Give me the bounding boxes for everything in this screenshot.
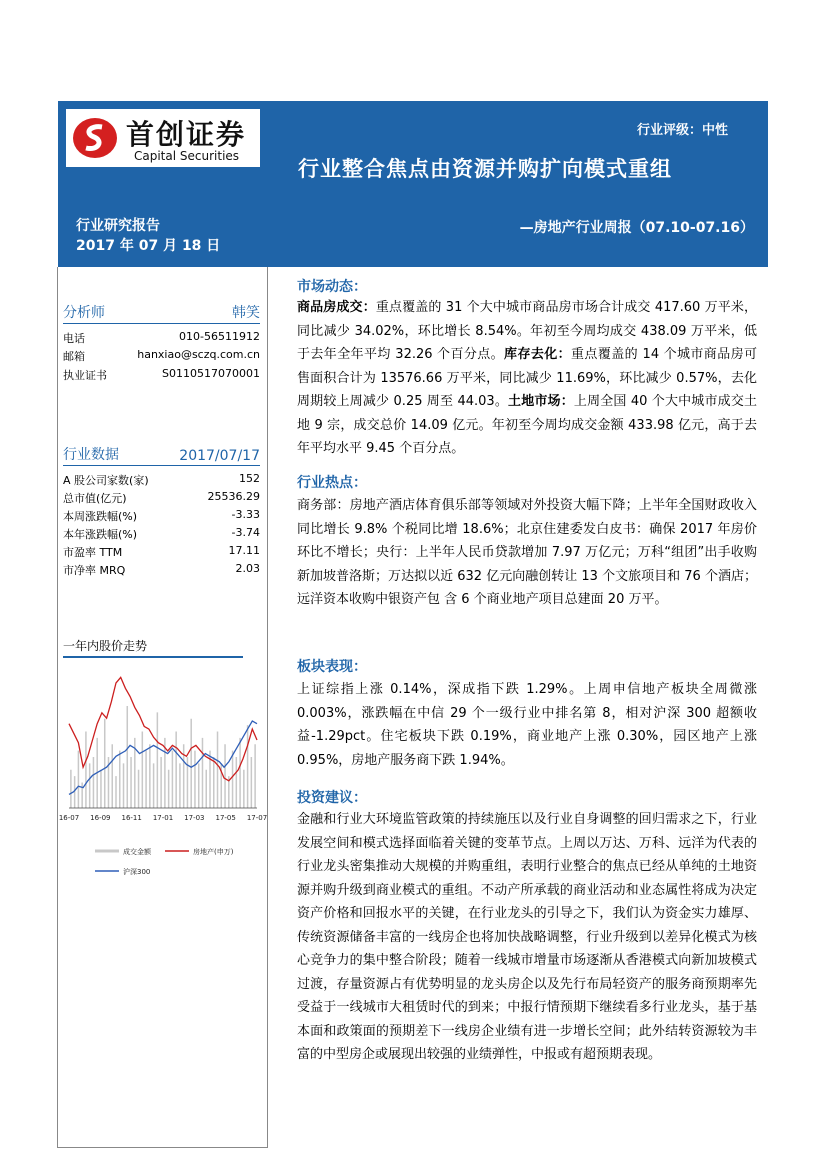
capital-securities-logo-icon xyxy=(72,115,118,161)
x-tick-label: 16-07 xyxy=(58,814,80,822)
row-label: 邮箱 xyxy=(63,350,85,363)
volume-bar xyxy=(89,763,91,808)
volume-bar xyxy=(93,757,95,808)
hot-heading: 行业热点： xyxy=(297,475,367,491)
volume-bar xyxy=(157,712,159,808)
row-label: A 股公司家数(家) xyxy=(63,474,149,487)
volume-bar xyxy=(160,757,162,808)
volume-bar xyxy=(81,783,83,809)
x-tick-label: 17-05 xyxy=(215,814,236,822)
volume-bar xyxy=(100,770,102,808)
legend-label: 房地产(申万) xyxy=(193,848,234,856)
row-value: 152 xyxy=(239,472,260,485)
lead-housing-sales: 商品房成交： xyxy=(297,300,376,315)
volume-bar xyxy=(213,757,215,808)
row-value: -3.74 xyxy=(231,526,260,539)
text-housing-sales: 重点覆盖的 31 个大中城市商品房市场合计成交 417.60 万平米，同比减少 34.02%，环比增长 8.54%。年初至今周均成交 438.09 万平米，低于去年全年平均 32.26 个百分点。 xyxy=(297,300,757,362)
volume-bar xyxy=(243,770,245,808)
volume-bar xyxy=(138,770,140,808)
analyst-name: 韩笑 xyxy=(232,305,260,321)
advice-heading: 投资建议： xyxy=(297,790,367,806)
industry-data-header xyxy=(63,445,260,466)
market-paragraph xyxy=(297,296,757,461)
row-label: 市盈率 TTM xyxy=(63,546,123,559)
data-row xyxy=(63,562,260,578)
market-heading: 市场动态： xyxy=(297,279,367,295)
volume-bar xyxy=(145,751,147,808)
volume-bar xyxy=(217,732,219,809)
lead-inventory: 库存去化： xyxy=(504,347,572,362)
row-label: 市净率 MRQ xyxy=(63,564,126,577)
legend-label: 成交金额 xyxy=(123,848,151,856)
hot-paragraph: 商务部：房地产酒店体育俱乐部等领域对外投资大幅下降；上半年全国财政收入同比增长 9.8% 个税同比增 18.6%；北京住建委发白皮书：确保 2017 年房价环比不增长；央行：上半年人民币贷款增加 7.97 万亿元；万科“组团”出手收购新加坡普洛斯；万达拟以近 632 亿元向融创转让 13 个文旅项目和 76 个酒店；远洋资本收购中银资产包 含 6 个商业地产项目总建面 20 万平。 xyxy=(297,498,757,607)
data-row xyxy=(63,526,260,542)
volume-bar xyxy=(127,706,129,808)
row-label: 执业证书 xyxy=(63,369,107,382)
stock-chart xyxy=(58,652,268,942)
volume-bar xyxy=(85,732,87,809)
volume-bar xyxy=(168,770,170,808)
advice-paragraph: 金融和行业大环境监管政策的持续施压以及行业自身调整的回归需求之下，行业发展空间和模式选择面临着关键的变革节点。上周以万达、万科、远洋为代表的行业龙头密集推动大规模的并购重组，表明行业整合的焦点已经从单纯的土地资源并购升级到商业模式的重组。不动产所承载的商业活动和业态属性将成为决定资产价格和回报水平的关键，在行业龙头的引导之下，我们认为资金实力雄厚、传统资源储备丰富的一线房企也将加快战略调整，行业升级到以差异化模式为核心竞争力的集中整合阶段；随着一线城市增量市场逐渐从香港模式向新加坡模式过渡，存量资源占有优势明显的龙头房企以及先行布局轻资产的服务商预期率先受益于一线城市大租赁时代的到来；中报行情预期下继续看多行业龙头，基于基本面和政策面的预期差下一线房企业绩有进一步增长空间；此外结转资源较为丰富的中型房企或展现出较强的业绩弹性，中报或有超预期表现。 xyxy=(297,812,757,1062)
volume-bar xyxy=(247,725,249,808)
logo-chinese-name: 首创证券 xyxy=(126,118,247,151)
row-value: 17.11 xyxy=(228,544,260,557)
volume-bar xyxy=(232,751,234,808)
x-tick-label: 16-09 xyxy=(90,814,111,822)
volume-bar xyxy=(236,757,238,808)
volume-bar xyxy=(190,719,192,808)
row-label: 电话 xyxy=(63,332,85,345)
x-tick-label: 17-01 xyxy=(152,814,174,822)
row-label: 总市值(亿元) xyxy=(63,492,127,505)
legend-label: 沪深300 xyxy=(123,868,151,876)
text-land-market: 上周全国 40 个大中城市成交土地 9 宗，成交总价 14.09 亿元。年初至今周均成交金额 433.98 亿元，高于去年平均水平 9.45 个百分点。 xyxy=(297,394,757,456)
volume-bar xyxy=(78,751,80,808)
data-row xyxy=(63,544,260,560)
volume-bar xyxy=(111,744,113,808)
volume-bar xyxy=(172,751,174,808)
lead-land-market: 土地市场： xyxy=(508,394,574,409)
volume-bar xyxy=(198,763,200,808)
volume-bar xyxy=(104,719,106,808)
x-tick-label: 17-07 xyxy=(246,814,268,822)
x-tick-label: 17-03 xyxy=(184,814,205,822)
report-subtitle: —房地产行业周报（07.10-07.16） xyxy=(519,220,754,236)
volume-bar xyxy=(70,770,72,808)
text-inventory: 重点覆盖的 14 个城市商品房可售面积合计为 13576.66 万平米，同比减少 11.69%，环比减少 0.57%，去化周期较上周减少 0.25 周至 44.03。 xyxy=(297,347,757,409)
volume-bar xyxy=(239,738,241,808)
data-row xyxy=(63,508,260,524)
row-label: 本周涨跌幅(%) xyxy=(63,510,138,523)
report-date: 2017 年 07 月 18 日 xyxy=(76,238,221,254)
company-logo xyxy=(66,109,260,167)
volume-bar xyxy=(175,732,177,809)
volume-bar xyxy=(202,738,204,808)
analyst-header xyxy=(63,303,260,324)
row-value[interactable]: hanxiao@sczq.com.cn xyxy=(137,348,260,361)
x-tick-label: 16-11 xyxy=(121,814,142,822)
analyst-row xyxy=(63,330,260,346)
volume-bar xyxy=(194,751,196,808)
report-title: 行业整合焦点由资源并购扩向模式重组 xyxy=(298,157,672,181)
industry-data-label: 行业数据 xyxy=(63,447,119,463)
volume-bar xyxy=(130,757,132,808)
volume-bar xyxy=(119,751,121,808)
volume-bar xyxy=(115,776,117,808)
row-value: 2.03 xyxy=(235,562,260,575)
row-value: 010-56511912 xyxy=(179,330,260,343)
industry-rating: 行业评级：中性 xyxy=(636,123,728,138)
sector-heading: 板块表现： xyxy=(297,659,367,675)
data-row xyxy=(63,490,260,506)
analyst-label: 分析师 xyxy=(63,305,105,321)
row-value: 25536.29 xyxy=(207,490,260,503)
volume-bar xyxy=(254,744,256,808)
sector-paragraph: 上证综指上涨 0.14%，深成指下跌 1.29%。上周申信地产板块全周微涨 0.003%，涨跌幅在中信 29 个一级行业中排名第 8，相对沪深 300 超额收益-1.29pct。住宅板块下跌 0.19%，商业地产上涨 0.30%，园区地产上涨 0.95%，房地产服务商下跌 1.94%。 xyxy=(297,682,757,768)
analyst-row xyxy=(63,367,260,383)
chart-title: 一年内股价走势 xyxy=(63,637,243,658)
report-type: 行业研究报告 xyxy=(76,218,160,234)
report-header xyxy=(58,101,768,267)
analyst-row xyxy=(63,348,260,364)
volume-bar xyxy=(123,763,125,808)
volume-bar xyxy=(179,763,181,808)
volume-bar xyxy=(142,732,144,809)
sidebar xyxy=(57,267,268,1148)
volume-bar xyxy=(205,770,207,808)
row-label: 本年涨跌幅(%) xyxy=(63,528,138,541)
volume-bar xyxy=(251,757,253,808)
logo-english-name: Capital Securities xyxy=(134,149,240,163)
row-value: -3.33 xyxy=(231,508,260,521)
data-row xyxy=(63,472,260,488)
volume-bar xyxy=(149,744,151,808)
volume-bar xyxy=(224,744,226,808)
volume-bar xyxy=(153,763,155,808)
industry-data-date: 2017/07/17 xyxy=(179,448,260,464)
row-value: S0110517070001 xyxy=(162,367,260,380)
